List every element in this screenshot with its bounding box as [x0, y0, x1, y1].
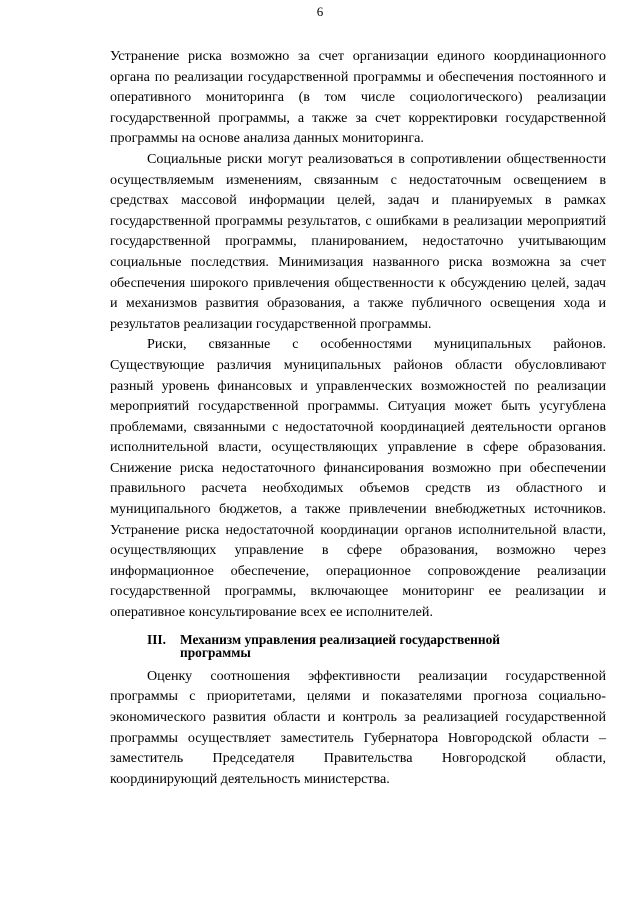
document-body [110, 46, 606, 789]
page-number: 6 [316, 4, 324, 19]
section-title: Механизм управления реализацией государственной программы [180, 631, 500, 661]
paragraph-risk-elimination: Устранение риска возможно за счет организации единого координационного органа по реализации государственной программы и обеспечения постоянного и оперативного мониторинга (в том числе социологического) реализации государственной программы, а также за счет корректировки государственной программы на основе анализа данных мониторинга. [110, 48, 606, 147]
section-number: III. [147, 631, 166, 647]
paragraph-management-assessment: Оценку соотношения эффективности реализации государственной программы с приоритетами, целями и показателями прогноза социально-экономического развития области и контроль за реализацией государственной программы осуществляет заместитель Губернатора Новгородской области – заместитель Председателя Правительства Новгородской области, координирующий деятельность министерства. [110, 667, 606, 787]
section-heading [110, 633, 606, 660]
paragraph-social-risks: Социальные риски могут реализоваться в сопротивлении общественности осуществляемым изменениям, связанным с недостаточным освещением в средствах массовой информации целей, задач и планируемых в рамках государственной программы результатов, с ошибками в реализации мероприятий государственной программы, планированием, недостаточно учитывающим социальные последствия. Минимизация названного риска возможна за счет обеспечения широкого привлечения общественности к обсуждению целей, задач и механизмов развития образования, а также публичного освещения хода и результатов реализации государственной программы. [110, 150, 606, 332]
paragraph-municipal-risks: Риски, связанные с особенностями муниципальных районов. Существующие различия муниципальных районов области обусловливают разный уровень финансовых и управленческих возможностей по реализации мероприятий государственной программы. Ситуация может быть усугублена проблемами, связанными с недостаточной координацией деятельности органов исполнительной власти, осуществляющих управление в сфере образования. Снижение риска недостаточного финансирования возможно при обеспечении правильного расчета необходимых объемов средств из областного и муниципального бюджетов, а также привлечении внебюджетных источников. Устранение риска недостаточной координации органов исполнительной власти, осуществляющих управление в сфере образования, возможно через информационное обеспечение, операционное сопровождение реализации государственной программы, включающее мониторинг ее реализации и оперативное консультирование всех ее исполнителей. [110, 336, 606, 621]
